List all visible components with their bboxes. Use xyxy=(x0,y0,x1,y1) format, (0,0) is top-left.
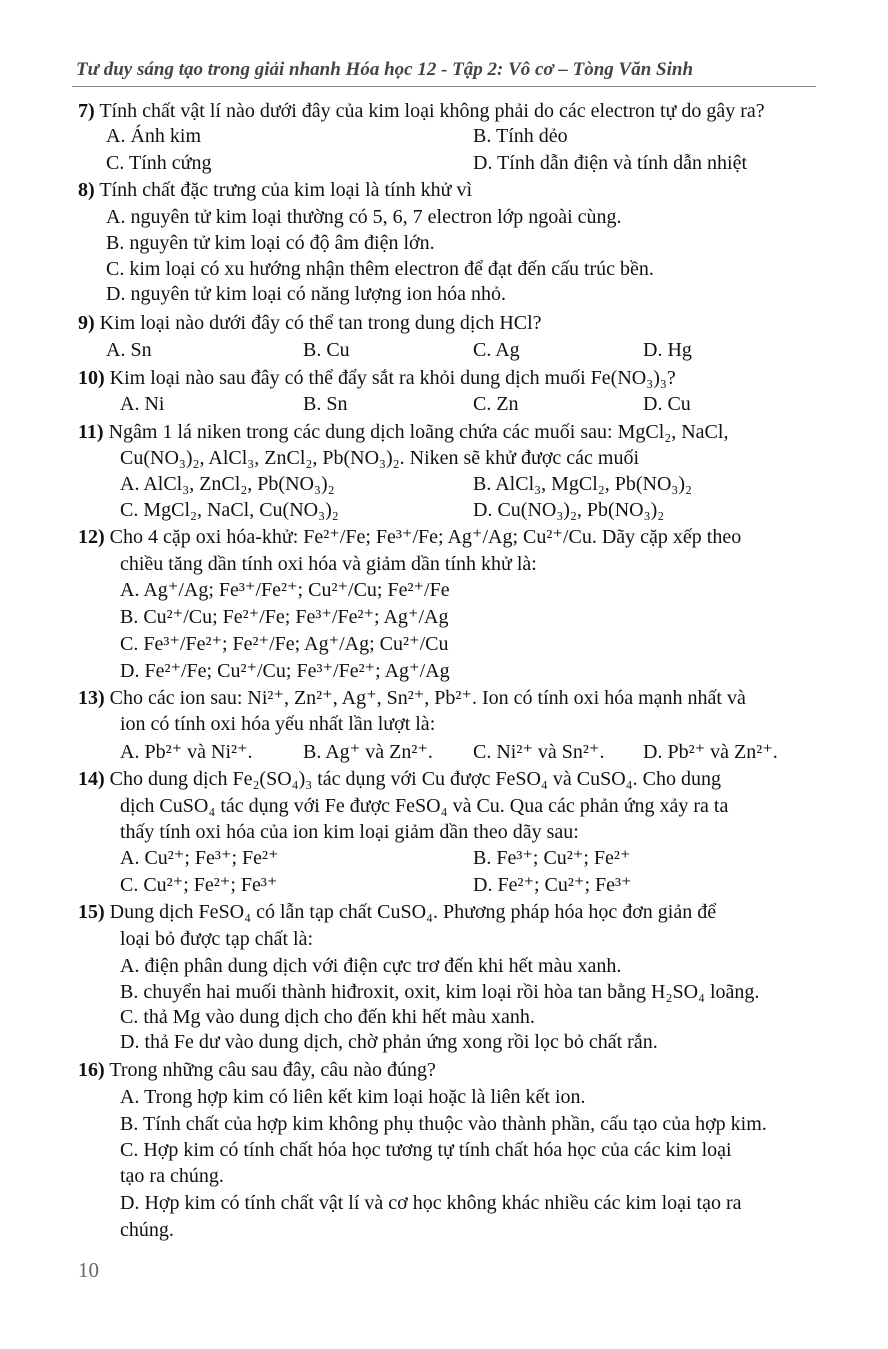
line-text: Kim loại nào sau đây có thể đẩy sắt ra khỏi dung dịch muối Fe(NO₃)₃? xyxy=(109,367,676,389)
line-text: A. Trong hợp kim có liên kết kim loại hoặc là liên kết ion. xyxy=(120,1086,586,1108)
question-stem xyxy=(78,99,765,123)
line-text: C. kim loại có xu hướng nhận thêm electron để đạt đến cấu trúc bền. xyxy=(106,258,654,280)
line-text: D. Cu xyxy=(643,393,691,415)
text-line xyxy=(120,1030,658,1054)
line-text: D. thả Fe dư vào dung dịch, chờ phản ứng xong rồi lọc bỏ chất rắn. xyxy=(120,1031,658,1053)
text-line xyxy=(643,338,692,362)
line-text: Dung dịch FeSO₄ có lẫn tạp chất CuSO₄. Phương pháp hóa học đơn giản để xyxy=(109,901,717,923)
line-text: D. Fe²⁺; Cu²⁺; Fe³⁺ xyxy=(473,874,632,896)
question-stem xyxy=(78,178,472,202)
text-line xyxy=(106,257,654,281)
running-header: Tư duy sáng tạo trong giải nhanh Hóa học 12 - Tập 2: Vô cơ – Tòng Văn Sinh xyxy=(76,59,694,80)
line-text: C. Ag xyxy=(473,339,520,361)
text-line xyxy=(120,1138,732,1162)
text-line xyxy=(120,927,313,951)
text-line xyxy=(106,205,622,229)
question-number: 14) xyxy=(78,768,105,790)
line-text: Tính chất vật lí nào dưới đây của kim loại không phải do các electron tự do gây ra? xyxy=(99,100,765,122)
line-text: D. Tính dẫn điện và tính dẫn nhiệt xyxy=(473,152,748,174)
text-line xyxy=(120,632,448,656)
question-stem xyxy=(78,311,542,335)
question-number: 11) xyxy=(78,421,104,443)
line-text: B. Cu²⁺/Cu; Fe²⁺/Fe; Fe³⁺/Fe²⁺; Ag⁺/Ag xyxy=(120,606,449,628)
text-line xyxy=(120,605,448,629)
text-line xyxy=(106,124,201,148)
text-line xyxy=(643,392,691,416)
text-line xyxy=(473,338,520,362)
text-line xyxy=(473,392,519,416)
text-line xyxy=(120,1218,174,1242)
text-line xyxy=(120,873,277,897)
text-line xyxy=(473,846,630,870)
line-text: Kim loại nào dưới đây có thể tan trong dung dịch HCl? xyxy=(99,312,542,334)
line-text: D. Pb²⁺ và Zn²⁺. xyxy=(643,741,778,763)
line-text: B. Fe³⁺; Cu²⁺; Fe²⁺ xyxy=(473,847,631,869)
line-text: Cho dung dịch Fe₂(SO₄)₃ tác dụng với Cu được FeSO₄ và CuSO₄. Cho dung xyxy=(109,768,721,790)
line-text: B. chuyển hai muối thành hiđroxit, oxit, kim loại rồi hòa tan bằng H₂SO₄ loãng. xyxy=(120,981,760,1003)
line-text: C. Hợp kim có tính chất hóa học tương tự tính chất hóa học của các kim loại xyxy=(120,1139,732,1161)
line-text: Cu(NO₃)₂, AlCl₃, ZnCl₂, Pb(NO₃)₂. Niken sẽ khử được các muối xyxy=(120,447,640,469)
text-line xyxy=(120,1164,224,1188)
question-number: 8) xyxy=(78,179,95,201)
line-text: A. điện phân dung dịch với điện cực trơ đến khi hết màu xanh. xyxy=(120,955,622,977)
text-line xyxy=(303,740,433,764)
text-line xyxy=(303,338,350,362)
line-text: Cho các ion sau: Ni²⁺, Zn²⁺, Ag⁺, Sn²⁺, Pb²⁺. Ion có tính oxi hóa mạnh nhất và xyxy=(109,687,746,709)
text-line xyxy=(120,578,450,602)
line-text: A. Ánh kim xyxy=(106,125,201,147)
line-text: A. Ag⁺/Ag; Fe³⁺/Fe²⁺; Cu²⁺/Cu; Fe²⁺/Fe xyxy=(120,579,450,601)
text-line xyxy=(303,392,347,416)
line-text: ion có tính oxi hóa yếu nhất lần lượt là: xyxy=(120,713,436,735)
line-text: C. Tính cứng xyxy=(106,152,212,174)
page-number: 10 xyxy=(78,1258,99,1282)
text-line xyxy=(120,846,279,870)
line-text: C. thả Mg vào dung dịch cho đến khi hết màu xanh. xyxy=(120,1006,535,1028)
question-stem xyxy=(78,525,741,549)
line-text: A. Sn xyxy=(106,339,152,361)
text-line xyxy=(473,151,747,175)
text-line xyxy=(473,873,632,897)
text-line xyxy=(120,552,537,576)
line-text: A. Pb²⁺ và Ni²⁺. xyxy=(120,741,253,763)
line-text: C. Zn xyxy=(473,393,519,415)
question-number: 16) xyxy=(78,1059,105,1081)
line-text: thấy tính oxi hóa của ion kim loại giảm dần theo dãy sau: xyxy=(120,821,579,843)
text-line xyxy=(106,282,506,306)
question-number: 10) xyxy=(78,367,105,389)
text-line xyxy=(120,794,728,818)
text-line xyxy=(120,820,579,844)
text-line xyxy=(120,740,253,764)
line-text: A. Ni xyxy=(120,393,165,415)
question-stem xyxy=(78,767,721,791)
question-stem xyxy=(78,366,676,390)
line-text: Trong những câu sau đây, câu nào đúng? xyxy=(109,1059,436,1081)
line-text: D. Cu(NO₃)₂, Pb(NO₃)₂ xyxy=(473,499,665,521)
text-line xyxy=(643,740,778,764)
text-line xyxy=(106,151,211,175)
question-stem xyxy=(78,900,716,924)
line-text: B. Tính chất của hợp kim không phụ thuộc vào thành phần, cấu tạo của hợp kim. xyxy=(120,1113,767,1135)
text-line xyxy=(120,472,335,496)
question-number: 15) xyxy=(78,901,105,923)
line-text: C. Fe³⁺/Fe²⁺; Fe²⁺/Fe; Ag⁺/Ag; Cu²⁺/Cu xyxy=(120,633,449,655)
line-text: chiều tăng dần tính oxi hóa và giảm dần tính khử là: xyxy=(120,553,537,575)
line-text: B. Cu xyxy=(303,339,350,361)
text-line xyxy=(120,446,639,470)
line-text: D. Hợp kim có tính chất vật lí và cơ học không khác nhiều các kim loại tạo ra xyxy=(120,1192,742,1214)
line-text: chúng. xyxy=(120,1219,174,1241)
question-number: 7) xyxy=(78,100,95,122)
text-line xyxy=(120,498,339,522)
text-line xyxy=(473,472,692,496)
line-text: D. Fe²⁺/Fe; Cu²⁺/Cu; Fe³⁺/Fe²⁺; Ag⁺/Ag xyxy=(120,660,450,682)
text-line xyxy=(120,659,450,683)
line-text: B. nguyên tử kim loại có độ âm điện lớn. xyxy=(106,232,435,254)
text-line xyxy=(106,231,435,255)
line-text: D. Hg xyxy=(643,339,692,361)
line-text: A. AlCl₃, ZnCl₂, Pb(NO₃)₂ xyxy=(120,473,335,495)
question-stem xyxy=(78,686,746,710)
question-stem xyxy=(78,420,728,444)
header-rule xyxy=(72,86,816,87)
line-text: A. nguyên tử kim loại thường có 5, 6, 7 electron lớp ngoài cùng. xyxy=(106,206,622,228)
text-line xyxy=(120,712,435,736)
line-text: D. nguyên tử kim loại có năng lượng ion hóa nhỏ. xyxy=(106,283,506,305)
line-text: C. MgCl₂, NaCl, Cu(NO₃)₂ xyxy=(120,499,339,521)
text-line xyxy=(473,740,604,764)
line-text: B. Sn xyxy=(303,393,348,415)
question-stem xyxy=(78,1058,436,1082)
text-line xyxy=(120,980,759,1004)
text-line xyxy=(120,1191,742,1215)
line-text: B. Ag⁺ và Zn²⁺. xyxy=(303,741,433,763)
line-text: tạo ra chúng. xyxy=(120,1165,224,1187)
text-line xyxy=(120,954,621,978)
line-text: Ngâm 1 lá niken trong các dung dịch loãng chứa các muối sau: MgCl₂, NaCl, xyxy=(108,421,729,443)
text-line xyxy=(473,498,664,522)
text-line xyxy=(120,1112,767,1136)
text-line xyxy=(120,392,164,416)
line-text: A. Cu²⁺; Fe³⁺; Fe²⁺ xyxy=(120,847,279,869)
line-text: dịch CuSO₄ tác dụng với Fe được FeSO₄ và Cu. Qua các phản ứng xảy ra ta xyxy=(120,795,729,817)
question-number: 12) xyxy=(78,526,105,548)
text-line xyxy=(473,124,568,148)
line-text: Tính chất đặc trưng của kim loại là tính khử vì xyxy=(99,179,473,201)
question-number: 13) xyxy=(78,687,105,709)
line-text: B. Tính dẻo xyxy=(473,125,568,147)
line-text: loại bỏ được tạp chất là: xyxy=(120,928,314,950)
line-text: Cho 4 cặp oxi hóa-khử: Fe²⁺/Fe; Fe³⁺/Fe; Ag⁺/Ag; Cu²⁺/Cu. Dãy cặp xếp theo xyxy=(109,526,742,548)
line-text: C. Ni²⁺ và Sn²⁺. xyxy=(473,741,605,763)
question-number: 9) xyxy=(78,312,95,334)
line-text: C. Cu²⁺; Fe²⁺; Fe³⁺ xyxy=(120,874,278,896)
text-line xyxy=(120,1085,586,1109)
text-line xyxy=(120,1005,535,1029)
line-text: B. AlCl₃, MgCl₂, Pb(NO₃)₂ xyxy=(473,473,693,495)
text-line xyxy=(106,338,152,362)
